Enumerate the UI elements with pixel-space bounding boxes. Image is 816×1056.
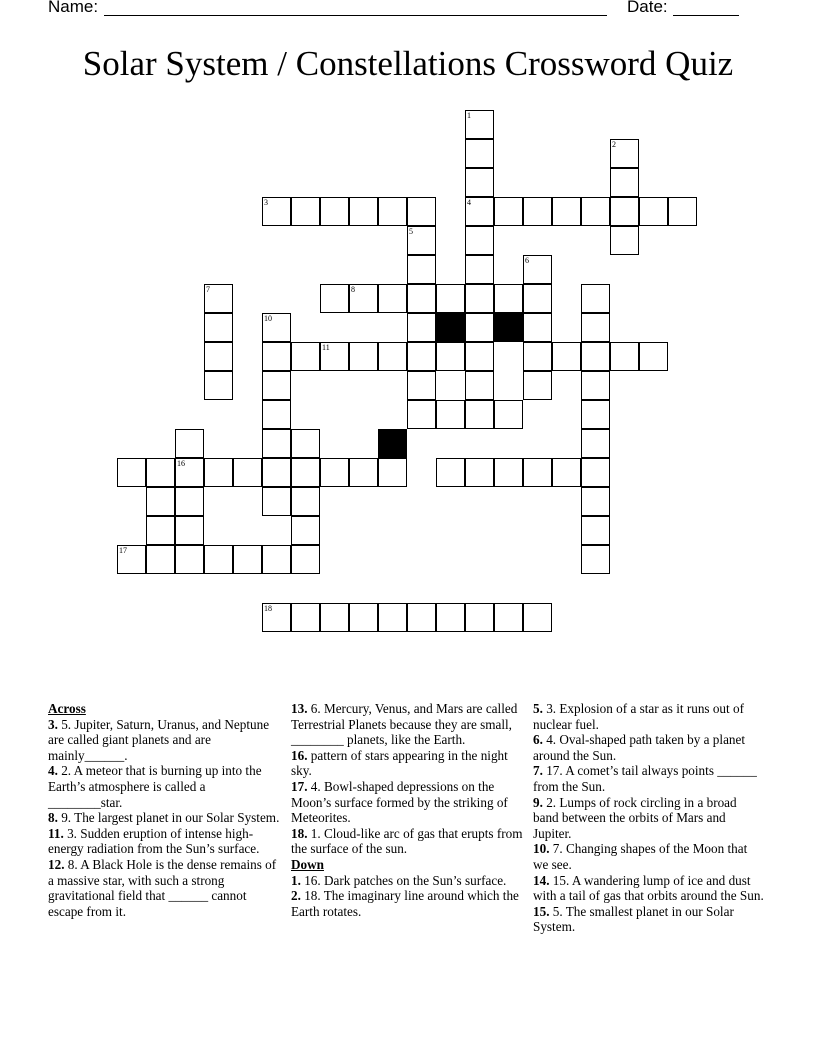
- crossword-cell[interactable]: [494, 603, 523, 632]
- clue-number: 11.: [48, 825, 64, 841]
- crossword-cell[interactable]: [175, 545, 204, 574]
- clue-text: 17. A comet’s tail always points ______ from the Sun.: [533, 763, 757, 794]
- clue-number: 5.: [533, 701, 543, 716]
- clue-text: 16. Dark patches on the Sun’s surface.: [300, 872, 507, 888]
- crossword-cell[interactable]: [407, 255, 436, 284]
- crossword-cell[interactable]: [204, 371, 233, 400]
- crossword-cell[interactable]: [610, 139, 639, 168]
- clue-text: 4. Bowl-shaped depressions on the Moon’s surface formed by the striking of Meteorites.: [291, 778, 508, 826]
- crossword-cell[interactable]: [407, 400, 436, 429]
- crossword-cell[interactable]: [465, 139, 494, 168]
- crossword-block-cell: [378, 429, 407, 458]
- crossword-cell[interactable]: [291, 342, 320, 371]
- crossword-cell[interactable]: [204, 284, 233, 313]
- crossword-cell[interactable]: [639, 197, 668, 226]
- crossword-cell[interactable]: [407, 226, 436, 255]
- crossword-cell[interactable]: [465, 284, 494, 313]
- clue-number: 13.: [291, 701, 308, 716]
- crossword-cell[interactable]: [204, 313, 233, 342]
- crossword-cell[interactable]: [610, 342, 639, 371]
- crossword-cell[interactable]: [378, 284, 407, 313]
- clue-number-label: 8: [351, 285, 355, 294]
- crossword-cell[interactable]: [581, 313, 610, 342]
- clue-column-1: [48, 701, 280, 919]
- crossword-cell[interactable]: [291, 458, 320, 487]
- crossword-cell[interactable]: [523, 313, 552, 342]
- crossword-cell[interactable]: [291, 429, 320, 458]
- crossword-cell[interactable]: [581, 342, 610, 371]
- crossword-cell[interactable]: [465, 226, 494, 255]
- crossword-cell[interactable]: [320, 284, 349, 313]
- clue-item: [533, 841, 765, 872]
- crossword-cell[interactable]: [465, 400, 494, 429]
- clue-number-label: 3: [264, 198, 268, 207]
- crossword-cell[interactable]: [262, 458, 291, 487]
- crossword-cell[interactable]: [204, 458, 233, 487]
- clue-column-2: [291, 701, 523, 919]
- clue-number-label: 11: [322, 343, 330, 352]
- clue-item: [48, 763, 280, 810]
- crossword-cell[interactable]: [494, 284, 523, 313]
- clue-text: 7. Changing shapes of the Moon that we see.: [533, 841, 748, 872]
- crossword-cell[interactable]: [436, 458, 465, 487]
- crossword-cell[interactable]: [465, 110, 494, 139]
- crossword-cell[interactable]: [349, 197, 378, 226]
- crossword-cell[interactable]: [523, 342, 552, 371]
- clue-list: [291, 873, 523, 920]
- crossword-cell[interactable]: [668, 197, 697, 226]
- clue-text: 5. Jupiter, Saturn, Uranus, and Neptune are called giant planets and are mainly______.: [48, 716, 270, 763]
- crossword-cell[interactable]: [465, 255, 494, 284]
- crossword-cell[interactable]: [494, 197, 523, 226]
- clue-item: [533, 763, 765, 794]
- clue-item: [533, 795, 765, 842]
- crossword-cell[interactable]: [523, 371, 552, 400]
- crossword-cell[interactable]: [436, 400, 465, 429]
- clue-number-label: 5: [409, 227, 413, 236]
- crossword-cell[interactable]: [581, 197, 610, 226]
- clue-item: [48, 810, 280, 826]
- crossword-cell[interactable]: [204, 342, 233, 371]
- crossword-cell[interactable]: [407, 371, 436, 400]
- crossword-cell[interactable]: [262, 197, 291, 226]
- clue-number-label: 6: [525, 256, 529, 265]
- crossword-cell[interactable]: [407, 603, 436, 632]
- clue-text: 2. A meteor that is burning up into the Earth’s atmosphere is called a ________star.: [48, 763, 262, 810]
- crossword-cell[interactable]: [262, 603, 291, 632]
- crossword-cell[interactable]: [523, 255, 552, 284]
- clue-number: 12.: [48, 856, 65, 872]
- crossword-cell[interactable]: [146, 458, 175, 487]
- clue-column-3: [533, 701, 765, 935]
- clue-item: [291, 701, 523, 748]
- clue-number: 16.: [291, 747, 308, 763]
- clue-item: [533, 904, 765, 935]
- down-heading: Down: [291, 856, 324, 872]
- crossword-cell[interactable]: [552, 197, 581, 226]
- crossword-cell[interactable]: [262, 371, 291, 400]
- crossword-cell[interactable]: [233, 545, 262, 574]
- name-label: Name:: [48, 0, 99, 16]
- crossword-cell[interactable]: [175, 429, 204, 458]
- crossword-block-cell: [494, 313, 523, 342]
- crossword-cell[interactable]: [291, 197, 320, 226]
- clue-number-label: 1: [467, 111, 471, 120]
- crossword-cell[interactable]: [465, 313, 494, 342]
- crossword-cell[interactable]: [262, 487, 291, 516]
- clue-item: [533, 732, 765, 763]
- crossword-cell[interactable]: [291, 516, 320, 545]
- clue-number: 6.: [533, 732, 543, 748]
- clue-number: 14.: [533, 872, 550, 888]
- crossword-cell[interactable]: [378, 342, 407, 371]
- crossword-cell[interactable]: [465, 342, 494, 371]
- crossword-cell[interactable]: [117, 458, 146, 487]
- clue-item: [533, 701, 765, 732]
- clue-text: 9. The largest planet in our Solar System.: [57, 810, 280, 826]
- crossword-cell[interactable]: [552, 342, 581, 371]
- clue-number-label: 17: [119, 546, 127, 555]
- crossword-cell[interactable]: [581, 487, 610, 516]
- clue-number-label: 4: [467, 198, 471, 207]
- crossword-cell[interactable]: [465, 458, 494, 487]
- clue-text: pattern of stars appearing in the night sky.: [291, 747, 508, 779]
- clue-item: [291, 873, 523, 889]
- clue-item: [48, 857, 280, 919]
- crossword-cell[interactable]: [581, 458, 610, 487]
- crossword-cell[interactable]: [465, 603, 494, 632]
- page-title: Solar System / Constellations Crossword Quiz: [82, 44, 734, 83]
- across-heading: Across: [48, 701, 86, 716]
- crossword-cell[interactable]: [494, 400, 523, 429]
- crossword-cell[interactable]: [349, 342, 378, 371]
- crossword-cell[interactable]: [349, 458, 378, 487]
- clue-text: 2. Lumps of rock circling in a broad band between the orbits of Mars and Jupiter.: [533, 794, 737, 841]
- date-label: Date:: [627, 0, 668, 16]
- crossword-cell[interactable]: [320, 458, 349, 487]
- crossword-cell[interactable]: [465, 168, 494, 197]
- clue-number-label: 10: [264, 314, 272, 323]
- crossword-cell[interactable]: [581, 400, 610, 429]
- clue-item: [291, 748, 523, 779]
- clue-number: 18.: [291, 825, 308, 841]
- clue-number-label: 18: [264, 604, 272, 613]
- crossword-cell[interactable]: [262, 400, 291, 429]
- crossword-cell[interactable]: [204, 545, 233, 574]
- crossword-cell[interactable]: [146, 487, 175, 516]
- crossword-cell[interactable]: [581, 429, 610, 458]
- crossword-cell[interactable]: [320, 342, 349, 371]
- crossword-cell[interactable]: [407, 342, 436, 371]
- crossword-cell[interactable]: [349, 603, 378, 632]
- clue-number-label: 16: [177, 459, 185, 468]
- crossword-cell[interactable]: [378, 197, 407, 226]
- clue-number: 4.: [48, 763, 58, 779]
- crossword-cell[interactable]: [436, 284, 465, 313]
- crossword-cell[interactable]: [407, 284, 436, 313]
- clue-text: 15. A wandering lump of ice and dust with a tail of gas that orbits around the Sun.: [533, 872, 764, 904]
- clue-item: [48, 826, 280, 857]
- crossword-cell[interactable]: [233, 458, 262, 487]
- crossword-cell[interactable]: [407, 197, 436, 226]
- clue-item: [291, 888, 523, 919]
- clue-number: 10.: [533, 841, 550, 857]
- crossword-cell[interactable]: [581, 284, 610, 313]
- crossword-cell[interactable]: [320, 603, 349, 632]
- crossword-cell[interactable]: [494, 458, 523, 487]
- crossword-cell[interactable]: [320, 197, 349, 226]
- clue-number-label: 2: [612, 140, 616, 149]
- crossword-cell[interactable]: [378, 458, 407, 487]
- clue-list: [48, 717, 280, 920]
- crossword-cell[interactable]: [291, 545, 320, 574]
- crossword-cell[interactable]: [581, 371, 610, 400]
- crossword-cell[interactable]: [117, 545, 146, 574]
- crossword-cell[interactable]: [175, 487, 204, 516]
- clue-number: 7.: [533, 763, 543, 779]
- clue-text: 5. The smallest planet in our Solar System.: [533, 903, 734, 935]
- clue-text: 6. Mercury, Venus, and Mars are called Terrestrial Planets because they are small, ________ planets, like the Earth.: [291, 701, 518, 748]
- crossword-cell[interactable]: [523, 197, 552, 226]
- crossword-cell[interactable]: [291, 487, 320, 516]
- crossword-cell[interactable]: [175, 516, 204, 545]
- clue-list: [291, 701, 523, 857]
- clue-text: 18. The imaginary line around which the Earth rotates.: [291, 888, 519, 919]
- crossword-cell[interactable]: [581, 516, 610, 545]
- crossword-cell[interactable]: [523, 284, 552, 313]
- clue-number: 1.: [291, 872, 301, 888]
- clue-item: [291, 826, 523, 857]
- clue-number: 2.: [291, 888, 301, 904]
- crossword-cell[interactable]: [523, 603, 552, 632]
- crossword-cell[interactable]: [552, 458, 581, 487]
- crossword-cell[interactable]: [291, 603, 320, 632]
- clue-item: [533, 873, 765, 904]
- crossword-cell[interactable]: [465, 371, 494, 400]
- crossword-block-cell: [436, 313, 465, 342]
- clue-number: 15.: [533, 903, 550, 919]
- crossword-cell[interactable]: [465, 197, 494, 226]
- crossword-cell[interactable]: [378, 603, 407, 632]
- clue-item: [48, 717, 280, 764]
- crossword-cell[interactable]: [262, 342, 291, 371]
- clue-text: 3. Explosion of a star as it runs out of nuclear fuel.: [533, 701, 744, 732]
- clue-number: 3.: [48, 716, 58, 732]
- clue-item: [291, 779, 523, 826]
- crossword-cell[interactable]: [610, 226, 639, 255]
- crossword-cell[interactable]: [436, 342, 465, 371]
- crossword-cell[interactable]: [436, 603, 465, 632]
- crossword-cell[interactable]: [523, 458, 552, 487]
- clue-number: 17.: [291, 778, 308, 794]
- crossword-cell[interactable]: [146, 545, 175, 574]
- crossword-cell[interactable]: [175, 458, 204, 487]
- clue-text: 4. Oval-shaped path taken by a planet around the Sun.: [533, 732, 746, 763]
- crossword-cell[interactable]: [610, 197, 639, 226]
- crossword-cell[interactable]: [262, 313, 291, 342]
- clue-text: 3. Sudden eruption of intense high-energy radiation from the Sun’s surface.: [48, 825, 260, 857]
- crossword-cell[interactable]: [262, 545, 291, 574]
- clue-number: 9.: [533, 794, 543, 810]
- crossword-cell[interactable]: [349, 284, 378, 313]
- clue-text: 8. A Black Hole is the dense remains of a massive star, with such a strong gravitational field that ______ cannot escape from it.: [48, 856, 277, 919]
- clue-number: 8.: [48, 810, 58, 826]
- crossword-cell[interactable]: [146, 516, 175, 545]
- crossword-cell[interactable]: [407, 313, 436, 342]
- clue-number-label: 7: [206, 285, 210, 294]
- clue-list: [533, 701, 765, 935]
- crossword-cell[interactable]: [262, 429, 291, 458]
- crossword-cell[interactable]: [639, 342, 668, 371]
- crossword-cell[interactable]: [610, 168, 639, 197]
- crossword-cell[interactable]: [581, 545, 610, 574]
- clue-text: 1. Cloud-like arc of gas that erupts from the surface of the sun.: [291, 825, 523, 857]
